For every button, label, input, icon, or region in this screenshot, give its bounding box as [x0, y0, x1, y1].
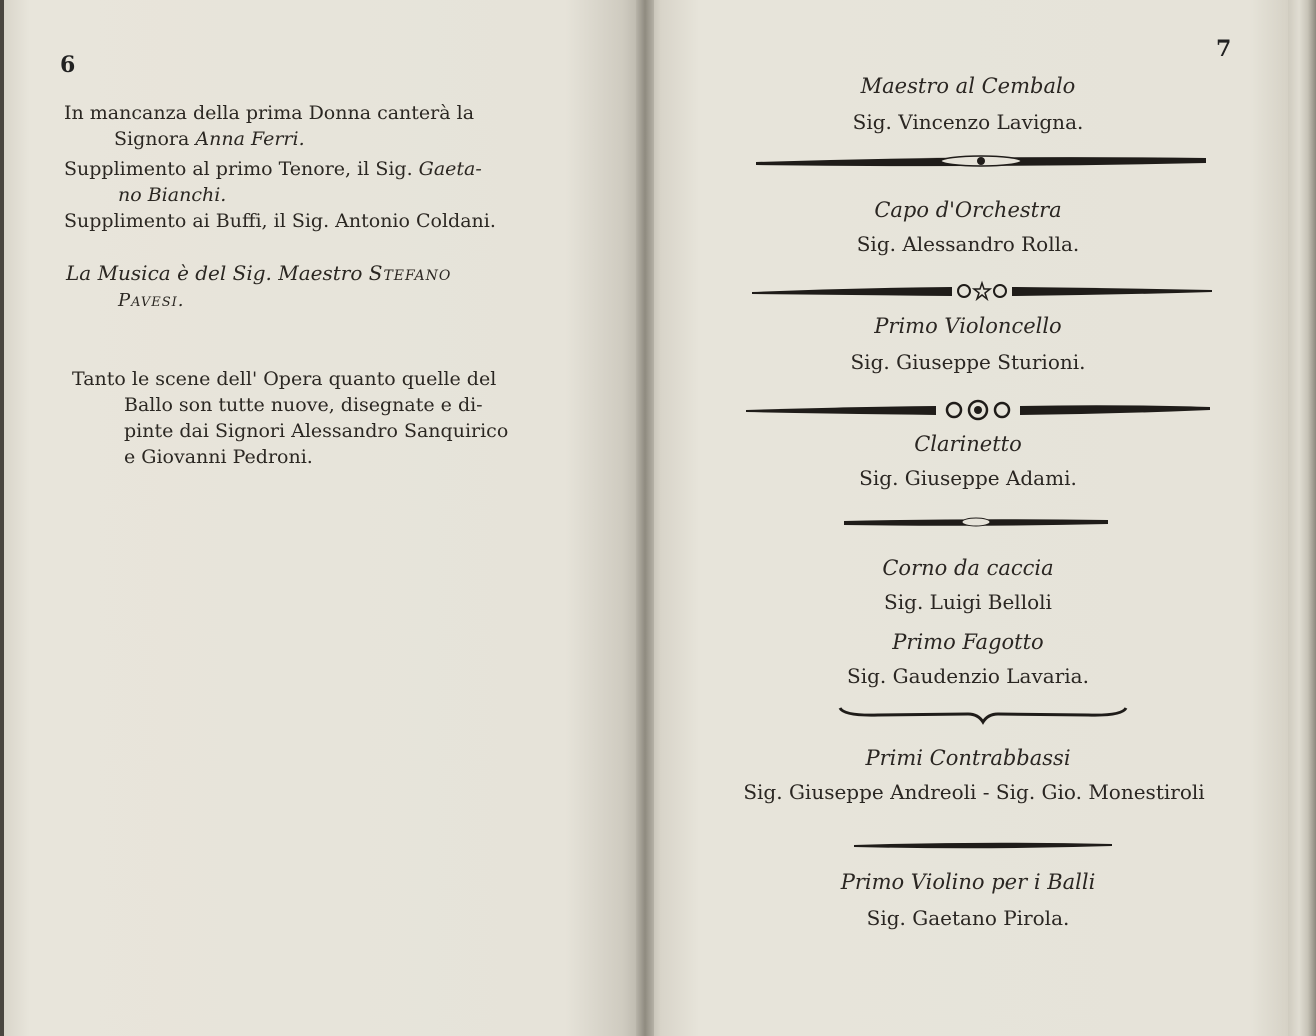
- ornamental-rule: [756, 152, 1206, 172]
- text-line: In mancanza della prima Donna canterà la: [64, 102, 475, 124]
- person-name: Sig. Gaudenzio Lavaria.: [847, 664, 1089, 688]
- person-name: Sig. Giuseppe Andreoli - Sig. Gio. Monestiroli: [743, 780, 1205, 804]
- person-name: Sig. Gaetano Pirola.: [866, 906, 1070, 930]
- person-name: Sig. Vincenzo Lavigna.: [852, 110, 1084, 134]
- text-line: no Bianchi.: [118, 184, 227, 206]
- person-name: Sig. Luigi Belloli: [884, 590, 1052, 614]
- scene-text-line: Ballo son tutte nuove, disegnate e di-: [124, 394, 483, 416]
- music-credit-line-2: Pavesi.: [118, 290, 185, 311]
- role-title: Clarinetto: [914, 432, 1022, 456]
- person-name: Sig. Giuseppe Sturioni.: [850, 350, 1086, 374]
- scene-text-line: pinte dai Signori Alessandro Sanquirico: [124, 420, 509, 442]
- ornamental-rule: [746, 398, 1210, 422]
- person-name: Sig. Giuseppe Adami.: [859, 466, 1077, 490]
- ornamental-rule: [752, 280, 1212, 302]
- role-title: Primo Violoncello: [874, 314, 1062, 338]
- role-title: Maestro al Cembalo: [860, 74, 1076, 98]
- ornamental-rule: [844, 514, 1108, 530]
- role-title: Capo d'Orchestra: [874, 198, 1062, 222]
- person-name: Sig. Alessandro Rolla.: [856, 232, 1080, 256]
- text-line: Signora Anna Ferri.: [114, 128, 305, 150]
- ornamental-rule: [854, 838, 1112, 852]
- music-credit-line: La Musica è del Sig. Maestro Stefano: [66, 261, 452, 285]
- role-title: Primo Violino per i Balli: [840, 870, 1096, 894]
- page-number-right: 7: [1216, 36, 1232, 62]
- ornamental-bracket-rule: [838, 702, 1128, 726]
- role-title: Primi Contrabbassi: [865, 746, 1071, 770]
- scene-text-line: Tanto le scene dell' Opera quanto quelle del: [72, 368, 497, 390]
- role-title: Corno da caccia: [882, 556, 1054, 580]
- role-title: Primo Fagotto: [892, 630, 1044, 654]
- scene-text-line: e Giovanni Pedroni.: [124, 446, 313, 468]
- text-line: Supplimento ai Buffi, il Sig. Antonio Coldani.: [64, 210, 496, 232]
- page-number-left: 6: [60, 52, 76, 78]
- text-line: Supplimento al primo Tenore, il Sig. Gaeta-: [64, 158, 482, 180]
- page-edges: [1288, 0, 1316, 1036]
